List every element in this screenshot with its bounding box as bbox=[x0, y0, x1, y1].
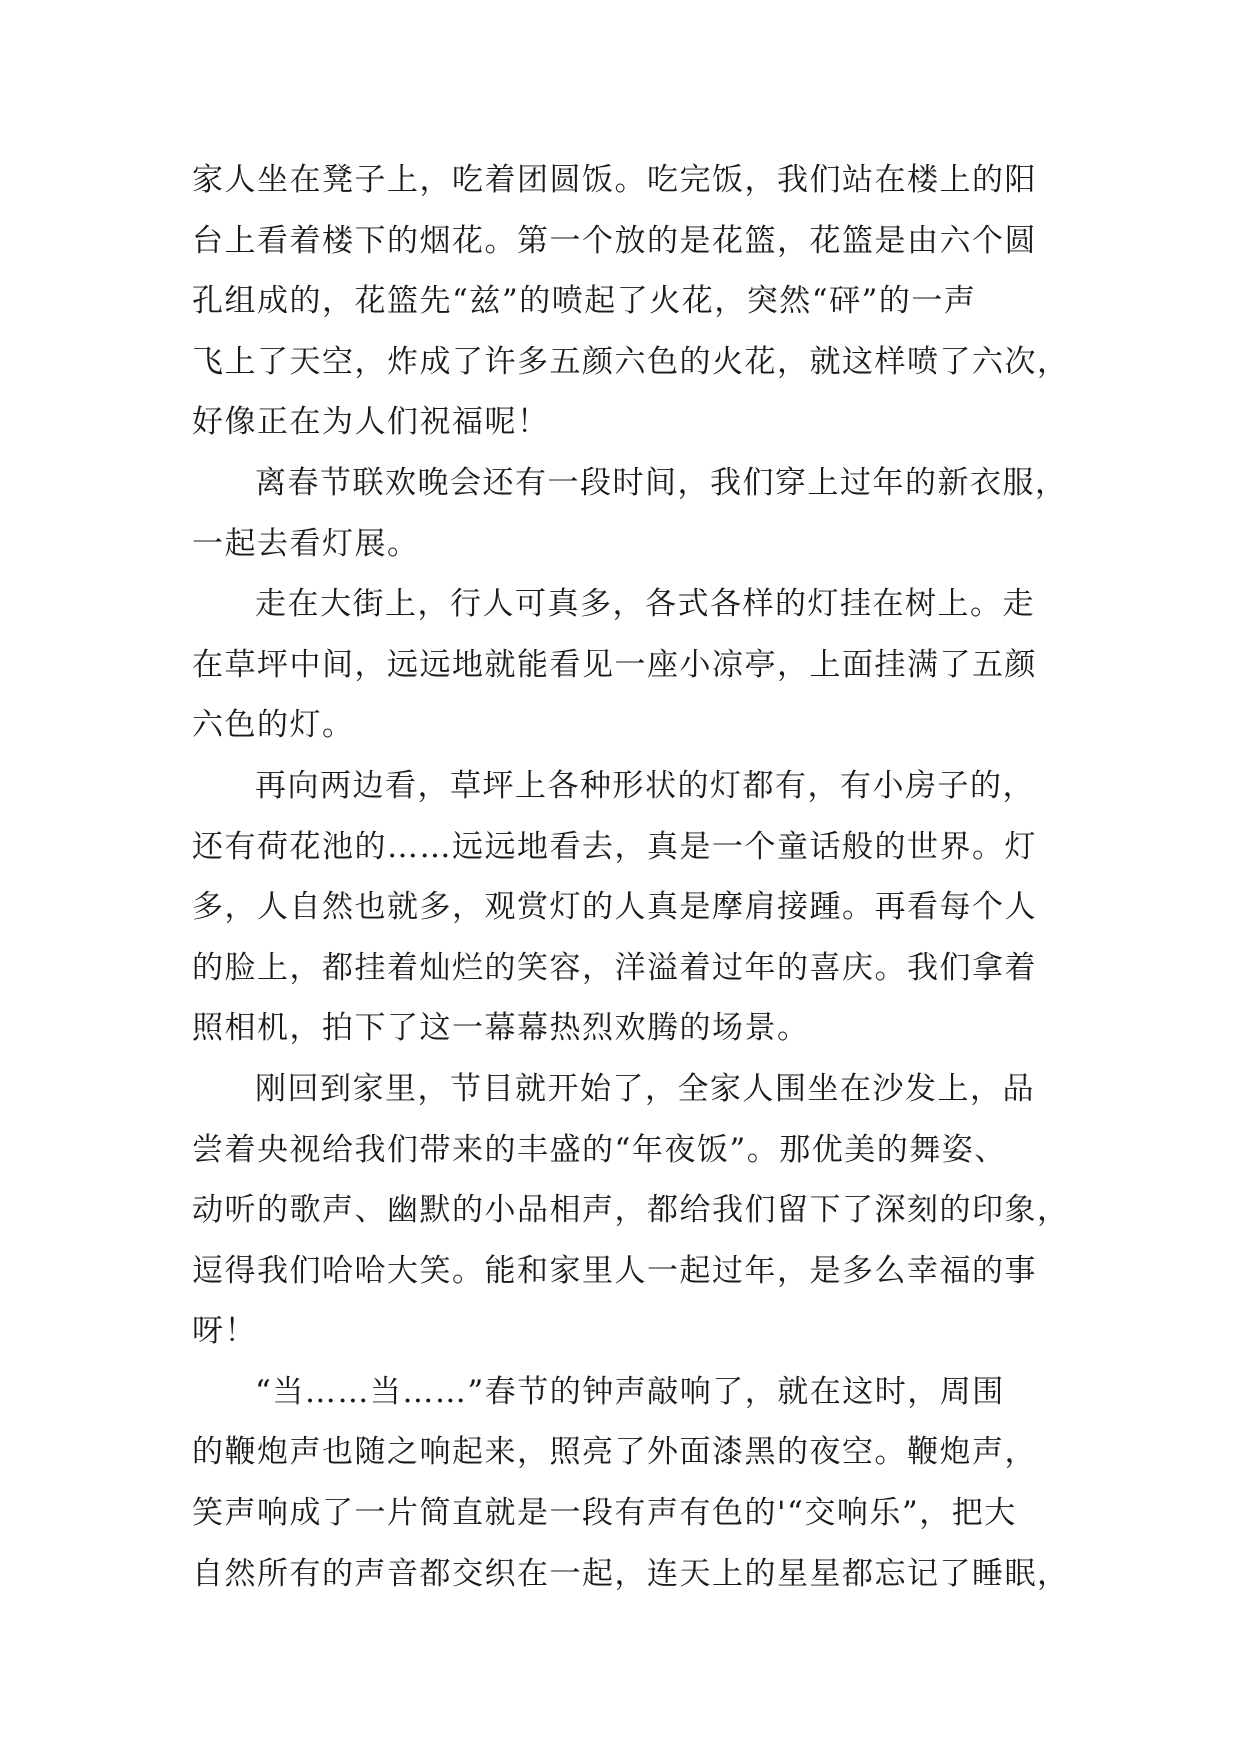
text-line: 六色的灯。 bbox=[192, 707, 355, 744]
text-line: 自然所有的声音都交织在一起，连天上的星星都忘记了睡眠， bbox=[192, 1555, 1070, 1592]
text-line: 飞上了天空，炸成了许多五颜六色的火花，就这样喷了六次， bbox=[192, 343, 1070, 380]
paragraph-1 bbox=[192, 150, 1070, 453]
paragraph-6 bbox=[192, 1362, 1070, 1604]
text-line: 刚回到家里，节目就开始了，全家人围坐在沙发上，品 bbox=[255, 1070, 1035, 1107]
text-line: 走在大街上，行人可真多，各式各样的灯挂在树上。走 bbox=[255, 586, 1035, 623]
text-line: 还有荷花池的……远远地看去，真是一个童话般的世界。灯 bbox=[192, 828, 1037, 865]
text-line: 一起去看灯展。 bbox=[192, 525, 420, 562]
text-line: 呀！ bbox=[192, 1313, 257, 1350]
text-line: 离春节联欢晚会还有一段时间，我们穿上过年的新衣服， bbox=[255, 464, 1068, 501]
paragraph-4 bbox=[192, 756, 1052, 1059]
text-line: 再向两边看，草坪上各种形状的灯都有，有小房子的， bbox=[255, 767, 1035, 804]
text-line: 在草坪中间，远远地就能看见一座小凉亭，上面挂满了五颜 bbox=[192, 646, 1037, 683]
paragraph-3 bbox=[192, 574, 1052, 756]
paragraph-5 bbox=[192, 1059, 1070, 1362]
text-line: 尝着央视给我们带来的丰盛的“年夜饭”。那优美的舞姿、 bbox=[192, 1131, 1007, 1168]
text-line: “当……当……”春节的钟声敲响了，就在这时，周围 bbox=[255, 1373, 1005, 1410]
text-line: 好像正在为人们祝福呢！ bbox=[192, 404, 550, 441]
text-line: 多，人自然也就多，观赏灯的人真是摩肩接踵。再看每个人 bbox=[192, 889, 1037, 926]
text-line: 的鞭炮声也随之响起来，照亮了外面漆黑的夜空。鞭炮声， bbox=[192, 1434, 1037, 1471]
document-body bbox=[192, 150, 1070, 1604]
text-line: 台上看着楼下的烟花。第一个放的是花篮，花篮是由六个圆 bbox=[192, 222, 1037, 259]
text-line: 逗得我们哈哈大笑。能和家里人一起过年，是多么幸福的事 bbox=[192, 1252, 1037, 1289]
text-line: 照相机，拍下了这一幕幕热烈欢腾的场景。 bbox=[192, 1010, 810, 1047]
text-line: 的脸上，都挂着灿烂的笑容，洋溢着过年的喜庆。我们拿着 bbox=[192, 949, 1037, 986]
text-line: 动听的歌声、幽默的小品相声，都给我们留下了深刻的印象， bbox=[192, 1192, 1070, 1229]
text-line: 孔组成的，花篮先“兹”的喷起了火花，突然“砰”的一声 bbox=[192, 283, 977, 320]
text-line: 家人坐在凳子上，吃着团圆饭。吃完饭，我们站在楼上的阳 bbox=[192, 162, 1037, 198]
text-line: 笑声响成了一片简直就是一段有声有色的'“交响乐”，把大 bbox=[192, 1495, 1017, 1532]
paragraph-2 bbox=[192, 453, 1068, 574]
